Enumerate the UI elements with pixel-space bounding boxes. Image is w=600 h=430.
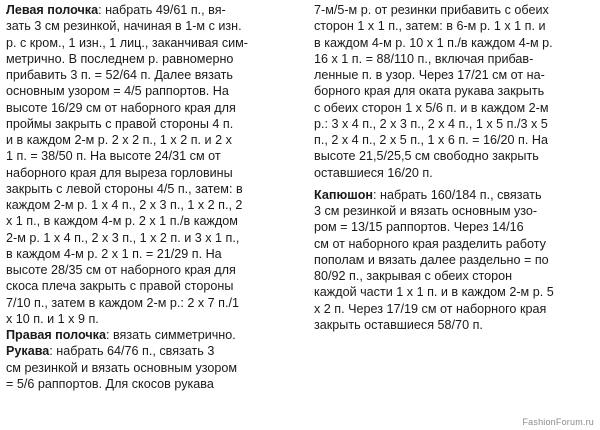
- text-segment: ленные п. в узор. Через 17/21 см от на-: [314, 68, 545, 82]
- text-segment: х 2 п. Через 17/19 см от наборного края: [314, 301, 547, 316]
- text-segment: 16 х 1 п. = 88/110 п., включая прибав-: [314, 51, 534, 66]
- text-segment: основным узором = 4/5 раппортов. На: [6, 84, 229, 99]
- text-line: [314, 18, 596, 34]
- text-line: [6, 2, 306, 18]
- text-line: [6, 35, 306, 51]
- text-line: [314, 219, 596, 235]
- text-segment: каждой части 1 х 1 п. и в каждом 2-м р. 5: [314, 285, 554, 300]
- text-segment: 3 см резинкой и вязать основным узо-: [314, 204, 538, 218]
- text-segment: 80/92 п., закрывая с обеих сторон: [314, 269, 513, 283]
- text-line: [314, 165, 596, 181]
- text-segment: р.: 3 х 4 п., 2 х 3 п., 2 х 4 п., 1 х 5 п./3 х 5: [314, 116, 548, 131]
- text-segment: с обеих сторон 1 х 5/6 п. и в каждом 2-м: [314, 100, 549, 115]
- text-line: [314, 148, 596, 164]
- text-segment: х 1 п., в каждом 4-м р. 2 х 1 п./в каждом: [6, 214, 238, 229]
- section-heading: Капюшон: [314, 187, 374, 202]
- text-segment: каждом 2-м р. 1 х 4 п., 2 х 3 п., 1 х 2 п., 2: [6, 198, 243, 212]
- text-segment: см от наборного края разделить работу: [314, 236, 546, 251]
- text-segment: : набрать 64/76 п., связать 3: [49, 344, 215, 359]
- text-segment: зать 3 см резинкой, начиная в 1-м с изн.: [6, 19, 242, 34]
- text-line: [6, 230, 306, 246]
- text-line: [314, 2, 596, 18]
- text-line: [6, 83, 306, 99]
- text-segment: ром = 13/15 раппортов. Через 14/16: [314, 220, 524, 235]
- text-line: [6, 116, 306, 132]
- watermark: FashionForum.ru: [522, 417, 594, 427]
- text-line: [6, 213, 306, 229]
- text-line: [6, 262, 306, 278]
- text-segment: высоте 16/29 см от наборного края для: [6, 100, 236, 115]
- text-segment: в каждом 4-м р. 2 х 1 п. = 21/29 п. На: [6, 246, 222, 261]
- text-line: [6, 181, 306, 197]
- text-segment: р. с кром., 1 изн., 1 лиц., заканчивая сим-: [6, 35, 249, 50]
- text-segment: наборного края для выреза горловины: [6, 165, 233, 180]
- text-line: [314, 100, 596, 116]
- text-segment: 1 п. = 38/50 п. На высоте 24/31 см от: [6, 149, 221, 164]
- text-line: [314, 284, 596, 300]
- text-line: [6, 18, 306, 34]
- text-line: [6, 327, 306, 343]
- section-heading: Правая полочка: [6, 328, 106, 342]
- text-line: [314, 268, 596, 284]
- text-segment: : вязать симметрично.: [106, 328, 236, 342]
- text-segment: сторон 1 х 1 п., затем: в 6-м р. 1 х 1 п. и: [314, 19, 546, 34]
- text-line: [314, 203, 596, 219]
- text-segment: см резинкой и вязать основным узором: [6, 360, 238, 375]
- text-segment: и в каждом 2-м р. 2 х 2 п., 1 х 2 п. и 2 х: [6, 133, 232, 147]
- text-segment: проймы закрыть с правой стороны 4 п.: [6, 116, 234, 131]
- section-heading: Рукава: [6, 344, 50, 359]
- left-text-column: [6, 2, 306, 392]
- text-line: [314, 116, 596, 132]
- text-line: [6, 165, 306, 181]
- text-line: [6, 295, 306, 311]
- text-segment: закрыть оставшиеся 58/70 п.: [314, 317, 483, 332]
- text-line: [314, 132, 596, 148]
- text-line: [314, 317, 596, 333]
- text-line: [314, 35, 596, 51]
- text-line: [6, 51, 306, 67]
- text-segment: = 5/6 раппортов. Для скосов рукава: [6, 376, 214, 391]
- text-segment: прибавить 3 п. = 52/64 п. Далее вязать: [6, 68, 233, 82]
- text-segment: высоте 21,5/25,5 см свободно закрыть: [314, 149, 539, 164]
- text-line: [6, 311, 306, 327]
- text-segment: 7-м/5-м р. от резинки прибавить с обеих: [314, 3, 549, 17]
- text-line: [314, 187, 596, 203]
- right-text-column: [314, 2, 596, 333]
- text-segment: : набрать 160/184 п., связать: [373, 187, 542, 202]
- text-line: [314, 301, 596, 317]
- text-segment: скоса плеча закрыть с правой стороны: [6, 279, 234, 294]
- text-line: [6, 67, 306, 83]
- text-line: [6, 376, 306, 392]
- text-segment: х 10 п. и 1 х 9 п.: [6, 311, 99, 326]
- text-segment: оставшиеся 16/20 п.: [314, 165, 433, 180]
- text-segment: п., 2 х 4 п., 2 х 5 п., 1 х 6 п. = 16/20 п. На: [314, 133, 548, 147]
- text-segment: борного края для оката рукава закрыть: [314, 84, 545, 99]
- text-line: [314, 252, 596, 268]
- text-line: [314, 67, 596, 83]
- text-line: [6, 100, 306, 116]
- text-line: [6, 278, 306, 294]
- text-segment: : набрать 49/61 п., вя-: [98, 3, 226, 17]
- text-line: [6, 246, 306, 262]
- section-heading: Левая полочка: [6, 3, 99, 17]
- text-segment: 7/10 п., затем в каждом 2-м р.: 2 х 7 п./1: [6, 295, 240, 310]
- text-line: [6, 148, 306, 164]
- text-line: [314, 51, 596, 67]
- text-segment: в каждом 4-м р. 10 х 1 п./в каждом 4-м р.: [314, 35, 553, 50]
- text-line: [6, 132, 306, 148]
- text-segment: метрично. В последнем р. равномерно: [6, 51, 234, 66]
- text-line: [6, 343, 306, 359]
- text-segment: высоте 28/35 см от наборного края для: [6, 263, 236, 277]
- text-line: [6, 197, 306, 213]
- text-line: [6, 360, 306, 376]
- text-segment: пополам и вязать далее раздельно = по: [314, 252, 549, 267]
- text-line: [314, 83, 596, 99]
- text-segment: закрыть с левой стороны 4/5 п., затем: в: [6, 181, 243, 196]
- text-line: [314, 236, 596, 252]
- text-segment: 2-м р. 1 х 4 п., 2 х 3 п., 1 х 2 п. и 3 х 1 п.,: [6, 230, 240, 245]
